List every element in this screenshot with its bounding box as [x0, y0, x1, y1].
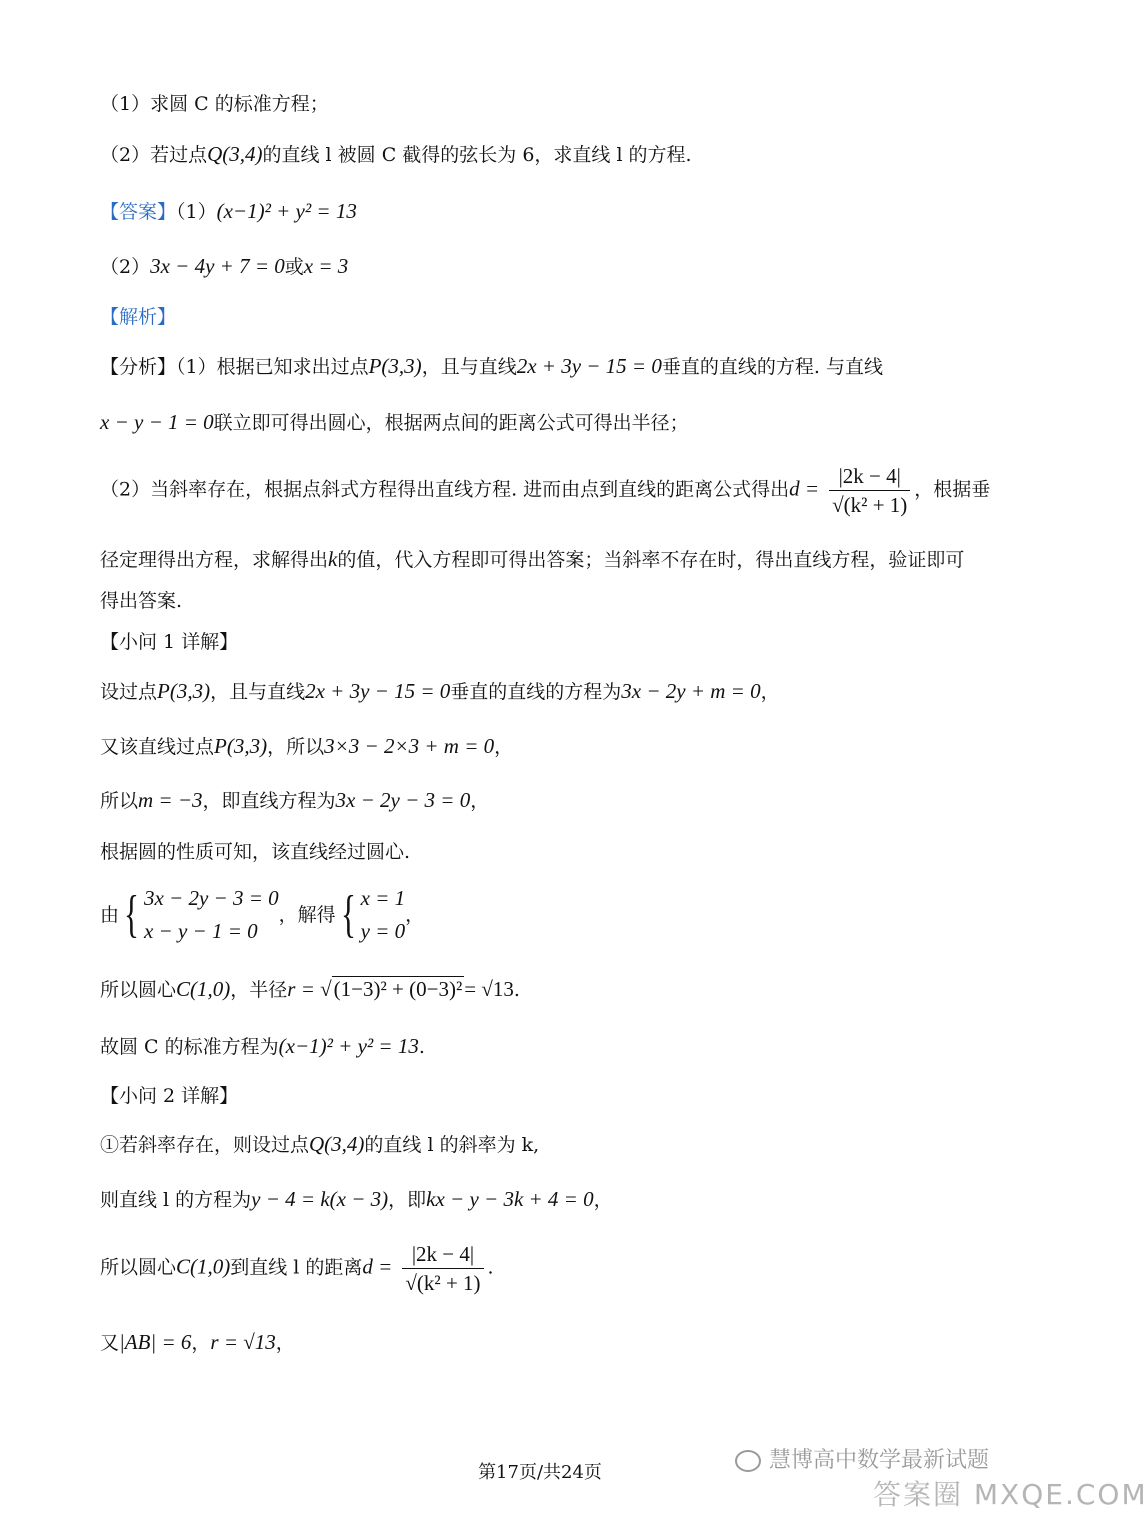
- question-1: （1）求圆 C 的标准方程；: [100, 93, 329, 115]
- jiexi-label: 【解析】: [100, 306, 177, 328]
- sol1-line-4: 根据圆的性质可知，该直线经过圆心.: [100, 841, 411, 863]
- watermark: 慧博高中数学最新试题 答案圈 MXQE.COM: [735, 1443, 989, 1474]
- sol1-line-1: 设过点P(3,3)，且与直线2x + 3y − 15 = 0垂直的直线的方程为3x − 2y + m = 0，: [100, 679, 780, 703]
- question-2: （2）若过点Q(3,4)的直线 l 被圆 C 截得的弦长为 6，求直线 l 的方程.: [100, 142, 692, 166]
- sol1-line-2: 又该直线过点P(3,3)，所以3×3 − 2×3 + m = 0，: [100, 734, 514, 758]
- analysis-line-5: 得出答案.: [100, 590, 183, 612]
- analysis-line-1: 【分析】（1）根据已知求出过点P(3,3)，且与直线2x + 3y − 15 = 0垂直的直线的方程. 与直线: [100, 354, 883, 378]
- answer-label: 【答案】: [100, 201, 177, 223]
- sol1-line-6: 所以圆心C(1,0)，半径r = √(1−3)² + (0−3)²= √13.: [100, 977, 520, 1001]
- sub1-label: 【小问 1 详解】: [100, 631, 239, 653]
- answer-2: （2）3x − 4y + 7 = 0或x = 3: [100, 254, 349, 278]
- page-footer: 第17页/共24页: [478, 1462, 602, 1483]
- distance-fraction: $\frac{|2k - 4|}{\text{√(k² + 1)}}$: [829, 462, 910, 519]
- wechat-icon: [735, 1450, 761, 1472]
- analysis-line-2: x − y − 1 = 0联立即可得出圆心，根据两点间的距离公式可得出半径；: [100, 410, 689, 434]
- sol2-line-2: 则直线 l 的方程为y − 4 = k(x − 3)，即kx − y − 3k + 4 = 0，: [100, 1187, 613, 1211]
- analysis-line-4: 径定理得出方程，求解得出k的值，代入方程即可得出答案；当斜率不存在时，得出直线方程，验证即可: [100, 547, 965, 571]
- analysis-line-3: （2）当斜率存在，根据点斜式方程得出直线方程. 进而由点到直线的距离公式得出d = $\frac{|2k - 4|}{\text{√(k² + 1)}}$ ，根据垂: [100, 464, 991, 517]
- sol1-line-3: 所以m = −3，即直线方程为3x − 2y − 3 = 0，: [100, 788, 490, 812]
- sub2-label: 【小问 2 详解】: [100, 1085, 239, 1107]
- sol1-system: 由{ 3x − 2y − 3 = 0 x − y − 1 = 0，解得{ x = 1 y = 0，: [100, 886, 425, 943]
- sol2-line-3: 所以圆心C(1,0)到直线 l 的距离d = $\frac{|2k - 4|}{\text{√(k² + 1)}}$ .: [100, 1242, 494, 1295]
- answer-1: 【答案】（1）(x−1)² + y² = 13: [100, 199, 357, 223]
- sol2-line-4: 又|AB| = 6，r = √13，: [100, 1330, 295, 1354]
- sol2-line-1: ①若斜率存在，则设过点Q(3,4)的直线 l 的斜率为 k,: [100, 1132, 540, 1156]
- distance-fraction-2: $\frac{|2k - 4|}{\text{√(k² + 1)}}$: [402, 1240, 483, 1297]
- sol1-line-7: 故圆 C 的标准方程为(x−1)² + y² = 13.: [100, 1034, 425, 1058]
